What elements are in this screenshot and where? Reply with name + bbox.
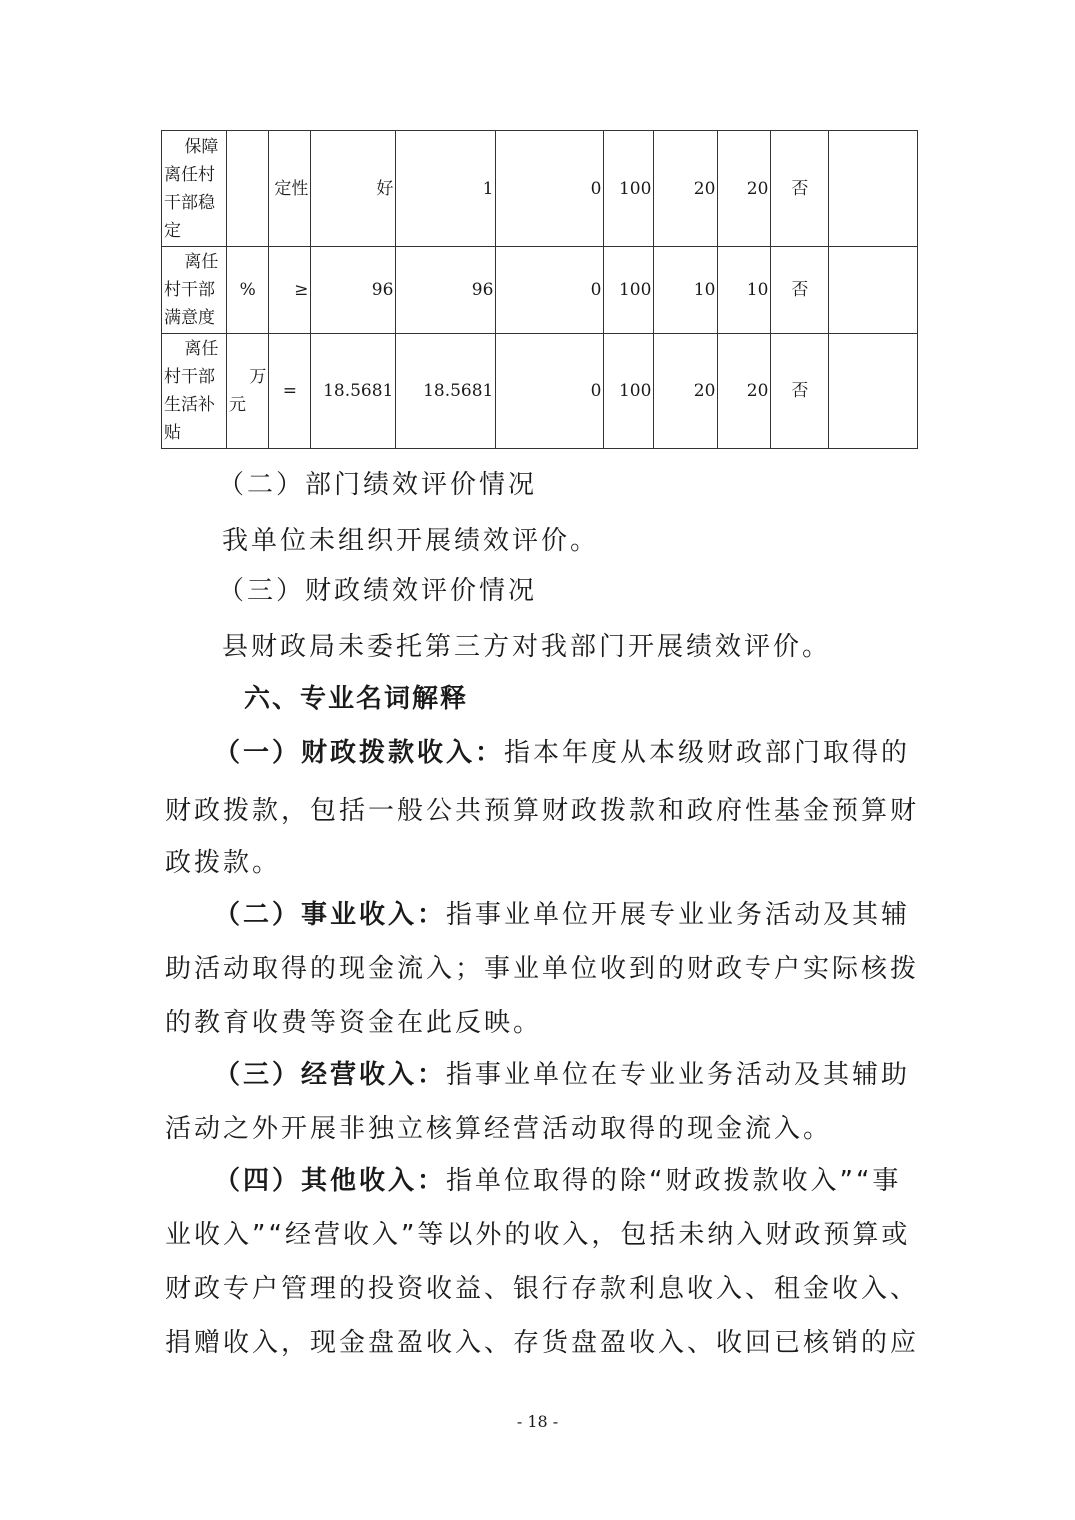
table-row bbox=[162, 247, 918, 334]
indicator-name: 离任村干部满意度 bbox=[162, 247, 227, 334]
score-got-cell: 10 bbox=[718, 247, 771, 334]
target-cell: 好 bbox=[311, 131, 396, 247]
deviation-cell: 0 bbox=[496, 131, 604, 247]
term2-line1 bbox=[214, 894, 910, 931]
term1-line3: 政拨款。 bbox=[165, 848, 282, 878]
remark-cell bbox=[829, 247, 918, 334]
term4-line1 bbox=[214, 1160, 901, 1197]
term2-text: 指事业单位开展专业业务活动及其辅 bbox=[446, 900, 911, 930]
term3-text: 指事业单位在专业业务活动及其辅助 bbox=[446, 1060, 911, 1090]
term2-label: （二）事业收入： bbox=[214, 900, 447, 930]
term1-label: （一）财政拨款收入： bbox=[214, 738, 505, 768]
remark-cell bbox=[829, 131, 918, 247]
unit-cell bbox=[227, 131, 269, 247]
deducted-cell: 否 bbox=[771, 247, 829, 334]
actual-cell: 96 bbox=[396, 247, 496, 334]
term4-line3: 财政专户管理的投资收益、银行存款利息收入、租金收入、 bbox=[165, 1274, 920, 1304]
term4-label: （四）其他收入： bbox=[214, 1166, 447, 1196]
score-total-cell: 20 bbox=[654, 334, 718, 449]
indicator-name: 离任村干部生活补贴 bbox=[162, 334, 227, 449]
operator-cell: = bbox=[269, 334, 311, 449]
section-heading-dept-evaluation: （二）部门绩效评价情况 bbox=[218, 470, 538, 500]
paragraph-fiscal-evaluation: 县财政局未委托第三方对我部门开展绩效评价。 bbox=[222, 632, 832, 662]
term1-text: 指本年度从本级财政部门取得的 bbox=[504, 738, 911, 768]
deviation-cell: 0 bbox=[496, 247, 604, 334]
term2-line3: 的教育收费等资金在此反映。 bbox=[165, 1008, 543, 1038]
term1-line2: 财政拨款，包括一般公共预算财政拨款和政府性基金预算财 bbox=[165, 796, 920, 826]
weight-cell: 100 bbox=[604, 131, 654, 247]
score-total-cell: 10 bbox=[654, 247, 718, 334]
term4-line4: 捐赠收入，现金盘盈收入、存货盘盈收入、收回已核销的应 bbox=[165, 1328, 920, 1358]
weight-cell: 100 bbox=[604, 247, 654, 334]
indicator-name: 保障离任村干部稳定 bbox=[162, 131, 227, 247]
table-row bbox=[162, 131, 918, 247]
actual-cell: 1 bbox=[396, 131, 496, 247]
paragraph-dept-evaluation: 我单位未组织开展绩效评价。 bbox=[222, 526, 600, 556]
section-heading-terms: 六、专业名词解释 bbox=[244, 684, 469, 714]
term4-text: 指单位取得的除“财政拨款收入”“事 bbox=[446, 1166, 902, 1196]
remark-cell bbox=[829, 334, 918, 449]
deducted-cell: 否 bbox=[771, 334, 829, 449]
score-got-cell: 20 bbox=[718, 334, 771, 449]
term1-line1 bbox=[214, 732, 910, 769]
deducted-cell: 否 bbox=[771, 131, 829, 247]
table-row bbox=[162, 334, 918, 449]
weight-cell: 100 bbox=[604, 334, 654, 449]
page-number: - 18 - bbox=[516, 1412, 559, 1431]
term3-line1 bbox=[214, 1054, 910, 1091]
deviation-cell: 0 bbox=[496, 334, 604, 449]
score-got-cell: 20 bbox=[718, 131, 771, 247]
target-cell: 18.5681 bbox=[311, 334, 396, 449]
operator-cell: ≥ bbox=[269, 247, 311, 334]
performance-indicator-table bbox=[161, 130, 918, 449]
target-cell: 96 bbox=[311, 247, 396, 334]
score-total-cell: 20 bbox=[654, 131, 718, 247]
term4-line2: 业收入”“经营收入”等以外的收入，包括未纳入财政预算或 bbox=[165, 1220, 911, 1250]
term2-line2: 助活动取得的现金流入；事业单位收到的财政专户实际核拨 bbox=[165, 954, 920, 984]
actual-cell: 18.5681 bbox=[396, 334, 496, 449]
term3-line2: 活动之外开展非独立核算经营活动取得的现金流入。 bbox=[165, 1114, 833, 1144]
unit-cell: 万元 bbox=[227, 334, 269, 449]
term3-label: （三）经营收入： bbox=[214, 1060, 447, 1090]
operator-cell: 定性 bbox=[269, 131, 311, 247]
section-heading-fiscal-evaluation: （三）财政绩效评价情况 bbox=[218, 576, 538, 606]
unit-cell: % bbox=[227, 247, 269, 334]
